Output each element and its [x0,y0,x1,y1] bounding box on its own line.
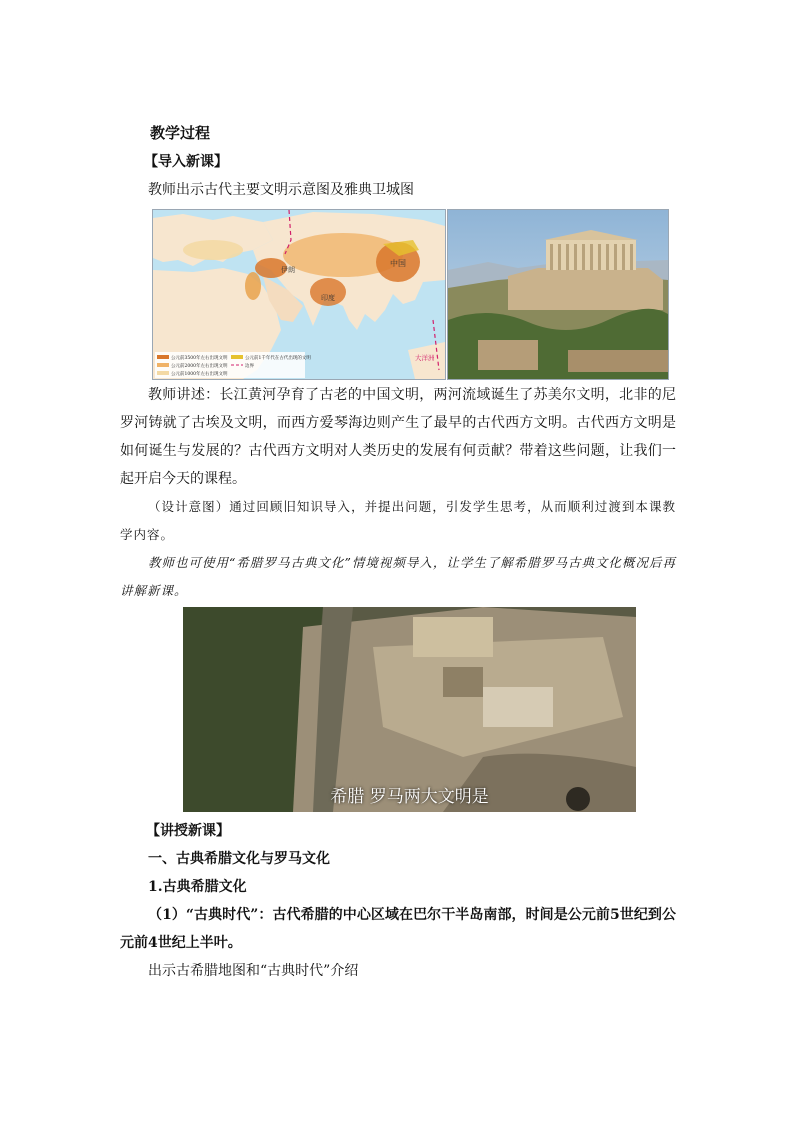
legend-item-2: 公元前2000年左右出现文明 [171,364,228,369]
design-intent: （设计意图）通过回顾旧知识导入，并提出问题，引发学生思考，从而顺利过渡到本课教学内容。 [120,499,676,542]
civ-zone-egypt [245,272,261,300]
stoa-ruins [568,350,668,372]
teacher-talk: 教师讲述：长江黄河孕育了古老的中国文明，两河流域诞生了苏美尔文明，北非的尼罗河铸就了古埃及文明，而西方爱琴海边则产生了最早的古代西方文明。古代西方文明是如何诞生与发展的？古代西方文明对人类历史的发展有何贡献？带着这些问题，让我们一起开启今天的课程。 [120,387,676,487]
section1-title: 一、古典希腊文化与罗马文化 [148,851,330,867]
acropolis-svg [448,210,668,379]
video-still [183,607,636,812]
intro-line: 教师出示古代主要文明示意图及雅典卫城图 [148,182,414,198]
legend-swatch-4 [231,355,243,359]
point1-text: （1）“古典时代”：古代希腊的中心区域在巴尔干半岛南部，时间是公元前5世纪到公元前4世纪上半叶。 [120,907,676,951]
legend-item-1: 公元前3500年左右出现文明 [171,356,228,361]
legend-swatch-1 [157,355,169,359]
ancient-civilizations-map [152,209,446,380]
map-label-ocean: 大洋洲 [415,354,435,362]
alt-note: 教师也可使用“希腊罗马古典文化”情境视频导入，让学生了解希腊罗马古典文化概况后再讲解新课。 [120,555,676,598]
theater-ruins [478,340,538,370]
video-museum [483,687,553,727]
video-caption: 希腊 罗马两大文明是 [330,787,489,807]
map-label-persia: 伊朗 [281,266,295,274]
legend-item-5: 边界 [245,364,254,369]
legend-item-4: 公元前1千年代在古代出现的文明 [245,356,311,361]
acropolis-photo [447,209,669,380]
show-line: 出示古希腊地图和“古典时代”介绍 [148,963,359,979]
map-label-india: 印度 [321,294,335,302]
page-title: 教学过程 [150,124,211,142]
map-svg [153,210,445,379]
map-label-china: 中国 [390,259,406,268]
intro-heading: 【导入新课】 [144,154,228,170]
map-legend [155,352,311,378]
lesson-heading: 【讲授新课】 [146,823,230,839]
legend-swatch-3 [157,371,169,375]
legend-item-3: 公元前1000年左右出现文明 [171,372,228,377]
civ-zone-mediterranean [183,240,243,260]
sub1-title: 1.古典希腊文化 [148,879,247,895]
legend-swatch-2 [157,363,169,367]
acropolis-rock [508,268,663,310]
video-building [443,667,483,697]
video-parthenon [413,617,493,657]
